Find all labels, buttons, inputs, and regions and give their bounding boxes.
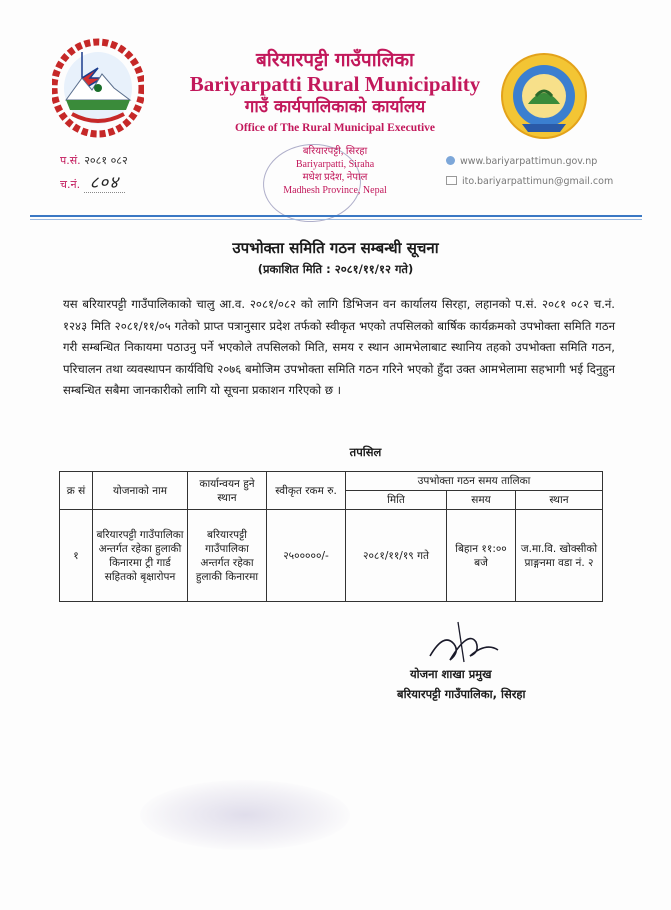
globe-icon (446, 156, 455, 165)
header-date: मिति (346, 491, 447, 510)
dispatch-number-label: च.नं. (60, 178, 81, 191)
cell-sn: १ (60, 510, 93, 602)
signatory-title: योजना शाखा प्रमुख (410, 667, 492, 681)
cell-place: ज.मा.वि. खोक्सीको प्राङ्गनमा वडा नं. २ (516, 510, 603, 602)
office-name-en: Office of The Rural Municipal Executive (234, 122, 436, 134)
signatory-office: बरियारपट्टी गाउँपालिका, सिरहा (397, 687, 526, 701)
notice-title: उपभोक्ता समिति गठन सम्बन्धी सूचना (232, 239, 439, 257)
cell-amount: २५०००००/- (267, 510, 346, 602)
fiscal-year-value: २०८१ ०८२ (84, 154, 128, 167)
province-en: Madhesh Province, Nepal (283, 185, 387, 196)
office-name-np: गाउँ कार्यपालिकाको कार्यालय (244, 97, 426, 117)
municipality-name-en: Bariyarpatti Rural Municipality (189, 72, 481, 96)
reference-block (60, 150, 128, 196)
mail-icon (446, 176, 457, 185)
header-location: कार्यान्वयन हुने स्थान (188, 472, 267, 510)
municipality-name-np: बरियारपट्टी गाउँपालिका (256, 49, 414, 71)
address-block (255, 145, 415, 197)
fiscal-year-label: प.सं. (60, 154, 81, 167)
header-divider (30, 215, 642, 217)
notice-body: यस बरियारपट्टी गाउँपालिकाको चालु आ.व. २०८१/०८२ को लागि डिभिजन वन कार्यालय सिरहा, लहानको प.सं. २०८१ ०८२ च.नं. १२४३ मिति २०८१/११/०५ गतेको प्राप्त पत्रानुसार प्रदेश तर्फको स्वीकृत भएको तपसिलको बार्षिक कार्यक्रमको उपभोक्ता समिति गठन गरी सम्बन्धित निकायमा पठाउनु पर्ने भएकोले तपसिलको मिति, समय र स्थान आमभेलाबाट स्थानिय तहको उपभोक्ता समिति गठन, परिचालन तथा व्यवस्थापन कार्यविधि २०७६ बमोजिम उपभोक्ता समिति गठन गरिने भएको हुँदा उक्त आमभेलामा सहभागी भई दिनुहुन सम्बन्धित सबैमा जानकारीको लागि यो सूचना प्रकाशन गरिएको छ । (63, 297, 615, 397)
cell-location: बरियारपट्टी गाउँपालिका अन्तर्गत रहेका हुलाकी किनारमा (188, 510, 267, 602)
municipality-logo-icon (500, 52, 588, 140)
email-text: ito.bariyarpattimun@gmail.com (462, 176, 614, 187)
header-time: समय (447, 491, 516, 510)
header-amount: स्वीकृत रकम रु. (267, 472, 346, 510)
header-project: योजनाको नाम (93, 472, 188, 510)
dispatch-number-value: ८०४ (84, 173, 126, 193)
published-date: (प्रकाशित मिति : २०८१/११/१२ गते) (257, 262, 414, 276)
header-divider-thin (30, 219, 642, 220)
header-schedule: उपभोक्ता गठन समय तालिका (346, 472, 603, 491)
website-text: www.bariyarpattimun.gov.np (460, 156, 598, 167)
table-row (60, 510, 603, 602)
nepal-emblem-icon (52, 38, 144, 138)
cell-time: बिहान ११:०० बजे (447, 510, 516, 602)
signature-icon (420, 612, 510, 672)
province-np: मधेश प्रदेश, नेपाल (302, 172, 368, 183)
header-place: स्थान (516, 491, 603, 510)
details-heading: तपसिल (349, 445, 382, 459)
contact-block (446, 152, 613, 192)
address-en: Bariyarpatti, Siraha (295, 159, 375, 170)
cell-project: बरियारपट्टी गाउँपालिका अन्तर्गत रहेका हुलाकी किनारमा ट्री गार्ड सहितको बृक्षारोपन (93, 510, 188, 602)
header-sn: क्र सं (60, 472, 93, 510)
cell-date: २०८१/११/१९ गते (346, 510, 447, 602)
scan-smudge (140, 780, 350, 850)
address-np: बरियारपट्टी, सिरहा (302, 146, 368, 157)
schedule-table (59, 471, 603, 602)
